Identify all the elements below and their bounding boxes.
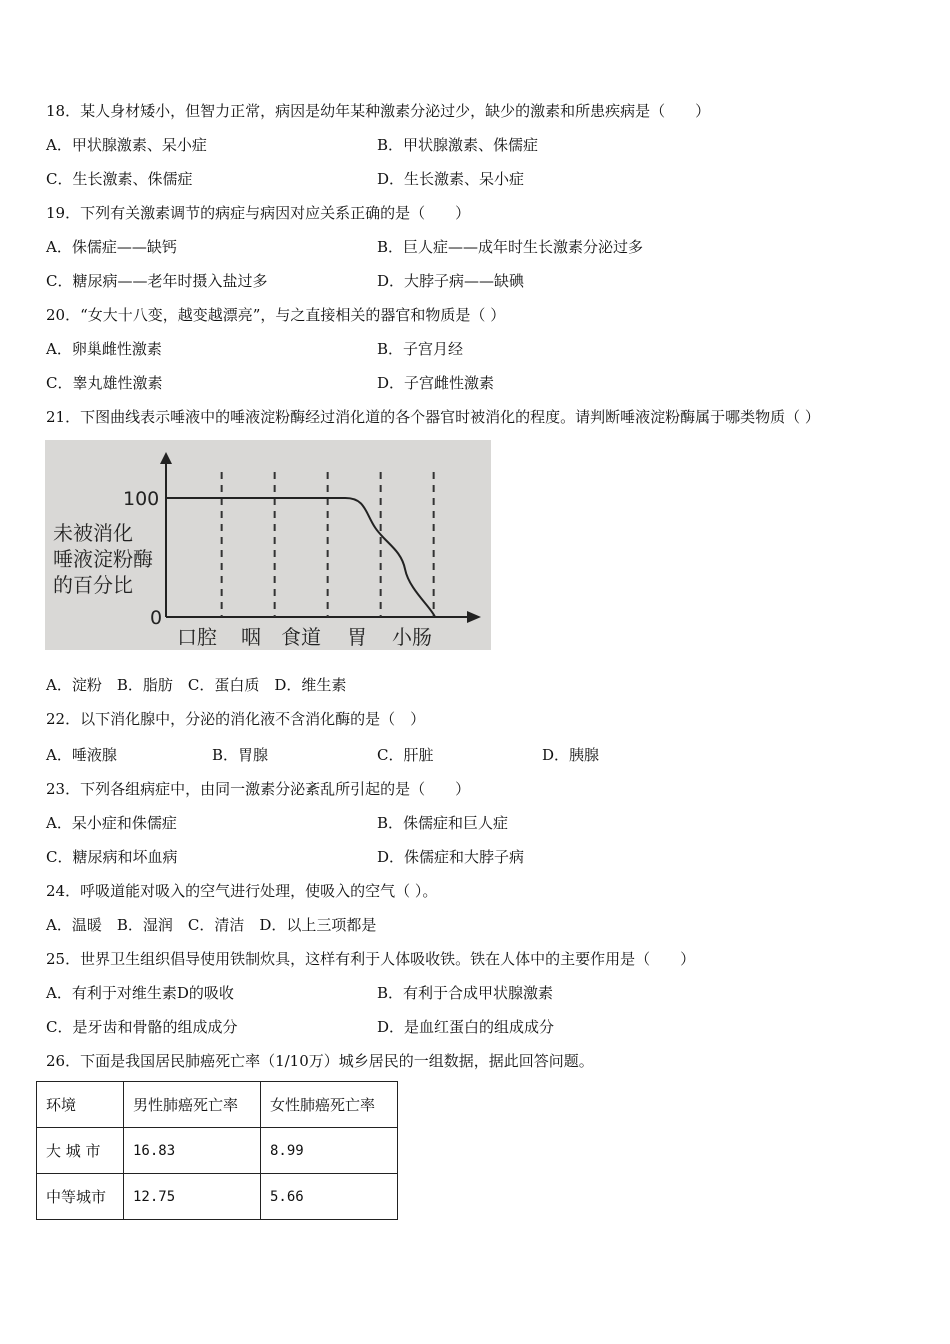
q22-stem: 22．以下消化腺中，分泌的消化液不含消化酶的是（ ） bbox=[46, 710, 426, 728]
y-tick-label: 0 bbox=[150, 607, 163, 629]
q23-option-a: A．呆小症和侏儒症 bbox=[46, 814, 177, 832]
lung-cancer-table bbox=[36, 1081, 398, 1220]
q23-option-b: B．侏儒症和巨人症 bbox=[377, 814, 509, 832]
table-cell: 8.99 bbox=[261, 1128, 398, 1174]
q22-option-a: A．唾液腺 bbox=[46, 746, 117, 764]
q18-stem: 18．某人身材矮小，但智力正常，病因是幼年某种激素分泌过少，缺少的激素和所患疾病是（ ） bbox=[46, 102, 711, 120]
q22-option-b: B．胃腺 bbox=[212, 746, 269, 764]
table-row bbox=[37, 1128, 398, 1174]
table-header-cell: 环境 bbox=[37, 1082, 124, 1128]
q20-option-c: C．睾丸雄性激素 bbox=[46, 374, 163, 392]
chart-y-axis-label bbox=[53, 521, 153, 597]
q19-option-a: A．侏儒症——缺钙 bbox=[46, 238, 177, 256]
y-label-line: 未被消化 bbox=[53, 521, 133, 545]
q20-option-a: A．卵巢雌性激素 bbox=[46, 340, 162, 358]
x-axis-arrow bbox=[467, 611, 481, 623]
q23-option-c: C．糖尿病和坏血病 bbox=[46, 848, 178, 866]
q24-stem: 24．呼吸道能对吸入的空气进行处理，使吸入的空气（ ）。 bbox=[46, 882, 438, 900]
q22-option-d: D．胰腺 bbox=[542, 746, 600, 764]
q18-option-a: A．甲状腺激素、呆小症 bbox=[46, 136, 207, 154]
q19-option-b: B．巨人症——成年时生长激素分泌过多 bbox=[377, 238, 644, 256]
y-label-line: 的百分比 bbox=[53, 573, 133, 597]
q25-option-b: B．有利于合成甲状腺激素 bbox=[377, 984, 554, 1002]
table-header-cell: 女性肺癌死亡率 bbox=[261, 1082, 398, 1128]
q21-stem: 21．下图曲线表示唾液中的唾液淀粉酶经过消化道的各个器官时被消化的程度。请判断唾液淀粉酶属于哪类物质（ ） bbox=[46, 408, 820, 426]
q20-stem: 20．“女大十八变，越变越漂亮”，与之直接相关的器官和物质是（ ） bbox=[46, 306, 506, 324]
y-axis-arrow bbox=[160, 452, 172, 464]
x-category-label: 口腔 bbox=[177, 625, 217, 649]
x-category-label: 小肠 bbox=[392, 625, 432, 649]
table-cell: 5.66 bbox=[261, 1174, 398, 1220]
table-cell: 中等城市 bbox=[37, 1174, 124, 1220]
q26-stem: 26．下面是我国居民肺癌死亡率（1/10万）城乡居民的一组数据，据此回答问题。 bbox=[46, 1052, 594, 1070]
chart-divider-lines bbox=[222, 472, 434, 617]
chart-series-line bbox=[166, 498, 435, 617]
digestion-chart bbox=[45, 440, 491, 650]
q19-stem: 19．下列有关激素调节的病症与病因对应关系正确的是（ ） bbox=[46, 204, 471, 222]
table-row bbox=[37, 1174, 398, 1220]
table-cell: 12.75 bbox=[124, 1174, 261, 1220]
q23-option-d: D．侏儒症和大脖子病 bbox=[377, 848, 525, 866]
table-cell: 大 城 市 bbox=[37, 1128, 124, 1174]
y-tick-label: 100 bbox=[123, 488, 160, 510]
x-category-label: 胃 bbox=[347, 625, 367, 649]
q20-option-d: D．子宫雌性激素 bbox=[377, 374, 495, 392]
q25-option-c: C．是牙齿和骨骼的组成成分 bbox=[46, 1018, 238, 1036]
table-header-cell: 男性肺癌死亡率 bbox=[124, 1082, 261, 1128]
table-header-row bbox=[37, 1082, 398, 1128]
y-label-line: 唾液淀粉酶 bbox=[53, 547, 153, 571]
q25-option-a: A．有利于对维生素D的吸收 bbox=[46, 984, 234, 1002]
q23-stem: 23．下列各组病症中，由同一激素分泌紊乱所引起的是（ ） bbox=[46, 780, 471, 798]
chart-x-categories bbox=[177, 625, 432, 649]
x-category-label: 食道 bbox=[281, 625, 321, 649]
q19-option-c: C．糖尿病——老年时摄入盐过多 bbox=[46, 272, 268, 290]
table-cell: 16.83 bbox=[124, 1128, 261, 1174]
q22-option-c: C．肝脏 bbox=[377, 746, 434, 764]
q21-options: A．淀粉 B．脂肪 C．蛋白质 D．维生素 bbox=[46, 676, 347, 694]
q19-option-d: D．大脖子病——缺碘 bbox=[377, 272, 525, 290]
q24-options: A．温暖 B．湿润 C．清洁 D．以上三项都是 bbox=[46, 916, 377, 934]
x-category-label: 咽 bbox=[241, 625, 261, 649]
q18-option-c: C．生长激素、侏儒症 bbox=[46, 170, 193, 188]
q18-option-d: D．生长激素、呆小症 bbox=[377, 170, 525, 188]
q18-option-b: B．甲状腺激素、侏儒症 bbox=[377, 136, 539, 154]
q25-option-d: D．是血红蛋白的组成成分 bbox=[377, 1018, 555, 1036]
q25-stem: 25．世界卫生组织倡导使用铁制炊具，这样有利于人体吸收铁。铁在人体中的主要作用是（ ） bbox=[46, 950, 696, 968]
q20-option-b: B．子宫月经 bbox=[377, 340, 464, 358]
